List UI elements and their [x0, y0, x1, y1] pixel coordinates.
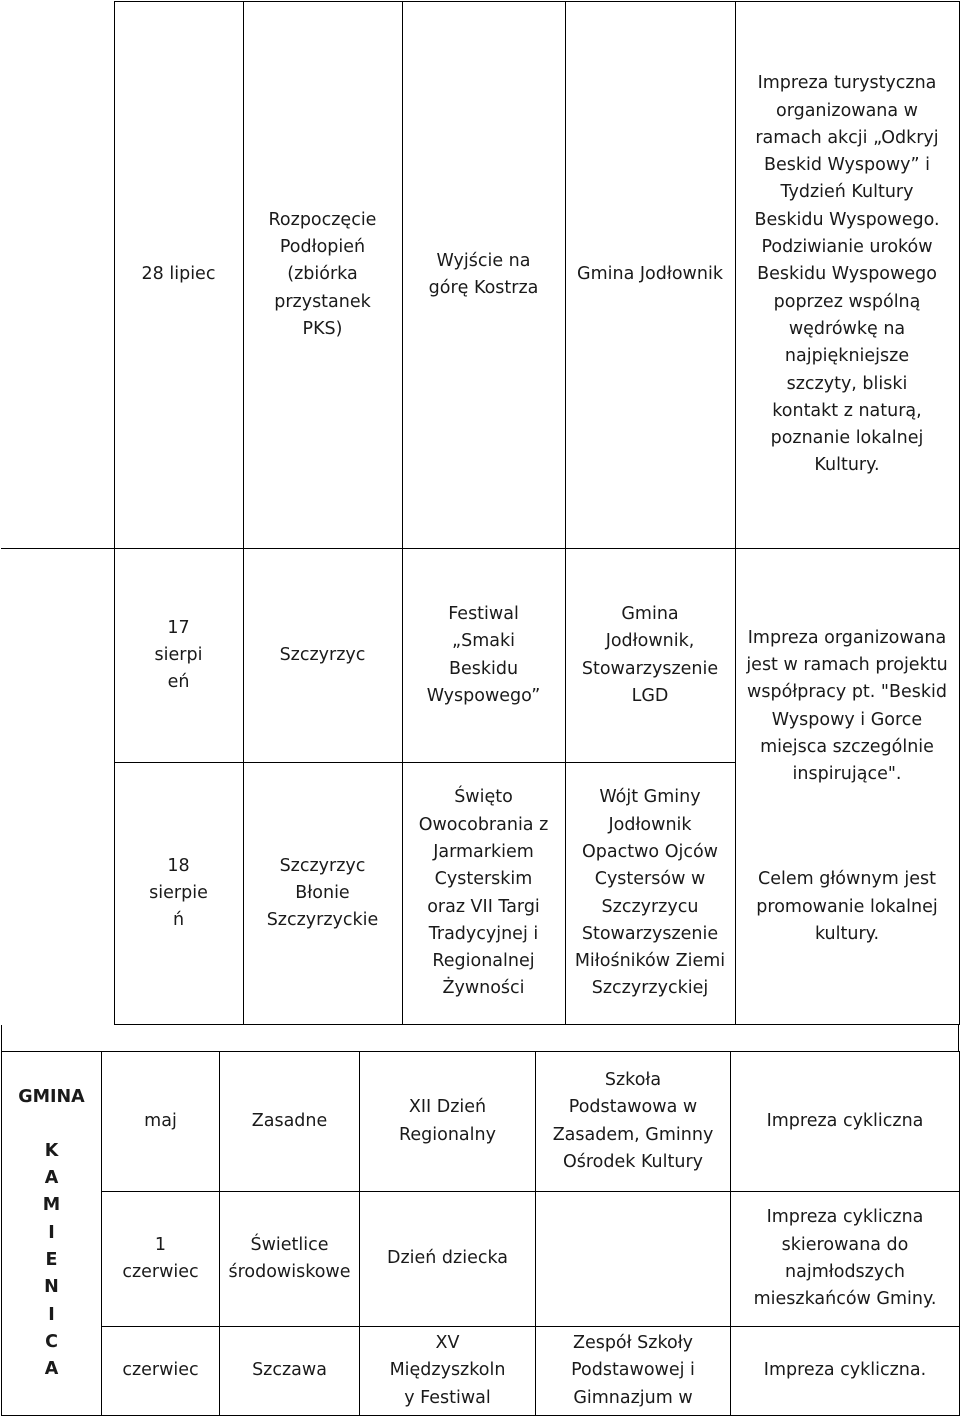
organizer-cell: Gmina Jodłownik, Stowarzyszenie LGD: [565, 549, 735, 763]
commune-name-cell: [2, 1052, 102, 1416]
table-row: [2, 1052, 960, 1192]
table-row: [1, 2, 959, 549]
event-cell: XII Dzień Regionalny: [360, 1052, 536, 1192]
date-cell: maj: [102, 1052, 220, 1192]
organizer-cell: Wójt Gminy Jodłownik Opactwo Ojców Cystersów w Szczyrzycu Stowarzyszenie Miłośników Ziemi Szczyrzyckiej: [565, 763, 735, 1025]
commune-letter: A: [44, 1359, 59, 1380]
organizer-cell: Szkoła Podstawowa w Zasadem, Gminny Ośrodek Kultury: [536, 1052, 731, 1192]
place-cell: Szczyrzyc: [243, 549, 402, 763]
table-gap: [1, 1025, 959, 1051]
events-table-lower: [1, 1051, 960, 1416]
commune-letter: K: [44, 1140, 59, 1161]
commune-letter: I: [48, 1222, 55, 1243]
place-cell: Świetlice środowiskowe: [220, 1192, 360, 1327]
commune-letter: M: [42, 1195, 61, 1216]
date-cell: 1 czerwiec: [102, 1192, 220, 1327]
event-cell: Święto Owocobrania z Jarmarkiem Cysterskim oraz VII Targi Tradycyjnej i Regionalnej Żywności: [402, 763, 565, 1025]
commune-letter: E: [45, 1250, 58, 1270]
date-cell: 18 sierpień: [114, 763, 243, 1025]
place-cell: Zasadne: [220, 1052, 360, 1192]
description-cell: Impreza cykliczna: [731, 1052, 960, 1192]
organizer-cell: [536, 1192, 731, 1327]
commune-letter: C: [45, 1331, 58, 1352]
event-cell: Festiwal „Smaki Beskidu Wyspowego”: [402, 549, 565, 763]
empty-cell: [1, 549, 114, 1025]
date-cell: 28 lipiec: [114, 2, 243, 549]
organizer-cell: Gmina Jodłownik: [565, 2, 735, 549]
place-cell: Rozpoczęcie Podłopień (zbiórka przystanek PKS): [243, 2, 402, 549]
description-text: Celem głównym jest promowanie lokalnej kultury.: [756, 869, 938, 945]
event-cell: Wyjście na górę Kostrza: [402, 2, 565, 549]
date-cell: 17 sierpień: [114, 549, 243, 763]
table-row: [2, 1192, 960, 1327]
date-cell: czerwiec: [102, 1327, 220, 1416]
description-text: Impreza organizowana jest w ramach projektu współpracy pt. "Beskid Wyspowy i Gorce miejsca szczególnie inspirujące".: [746, 627, 948, 785]
place-cell: Szczawa: [220, 1327, 360, 1416]
organizer-cell: Zespół Szkoły Podstawowej i Gimnazjum w: [536, 1327, 731, 1416]
description-cell: [735, 549, 959, 1025]
description-cell: Impreza turystyczna organizowana w ramach akcji „Odkryj Beskid Wyspowy” i Tydzień Kultury Beskidu Wyspowego. Podziwianie uroków Beskidu Wyspowego poprzez wspólną wędrówkę na najpiękniejsze szczyty, bliski kontakt z naturą, poznanie lokalnej Kultury.: [735, 2, 959, 549]
table-row: [1, 549, 959, 763]
event-cell: Dzień dziecka: [360, 1192, 536, 1327]
event-cell: XV Międzyszkolny Festiwal: [360, 1327, 536, 1416]
empty-cell: [1, 2, 114, 549]
commune-letter: A: [44, 1168, 59, 1189]
commune-letter: I: [48, 1304, 55, 1325]
events-table-upper: [1, 1, 960, 1025]
description-cell: Impreza cykliczna skierowana do najmłodszych mieszkańców Gminy.: [731, 1192, 960, 1327]
commune-letter: N: [44, 1277, 59, 1298]
commune-letter: GMINA: [18, 1086, 85, 1107]
description-cell: Impreza cykliczna.: [731, 1327, 960, 1416]
table-row: [2, 1327, 960, 1416]
place-cell: Szczyrzyc Błonie Szczyrzyckie: [243, 763, 402, 1025]
